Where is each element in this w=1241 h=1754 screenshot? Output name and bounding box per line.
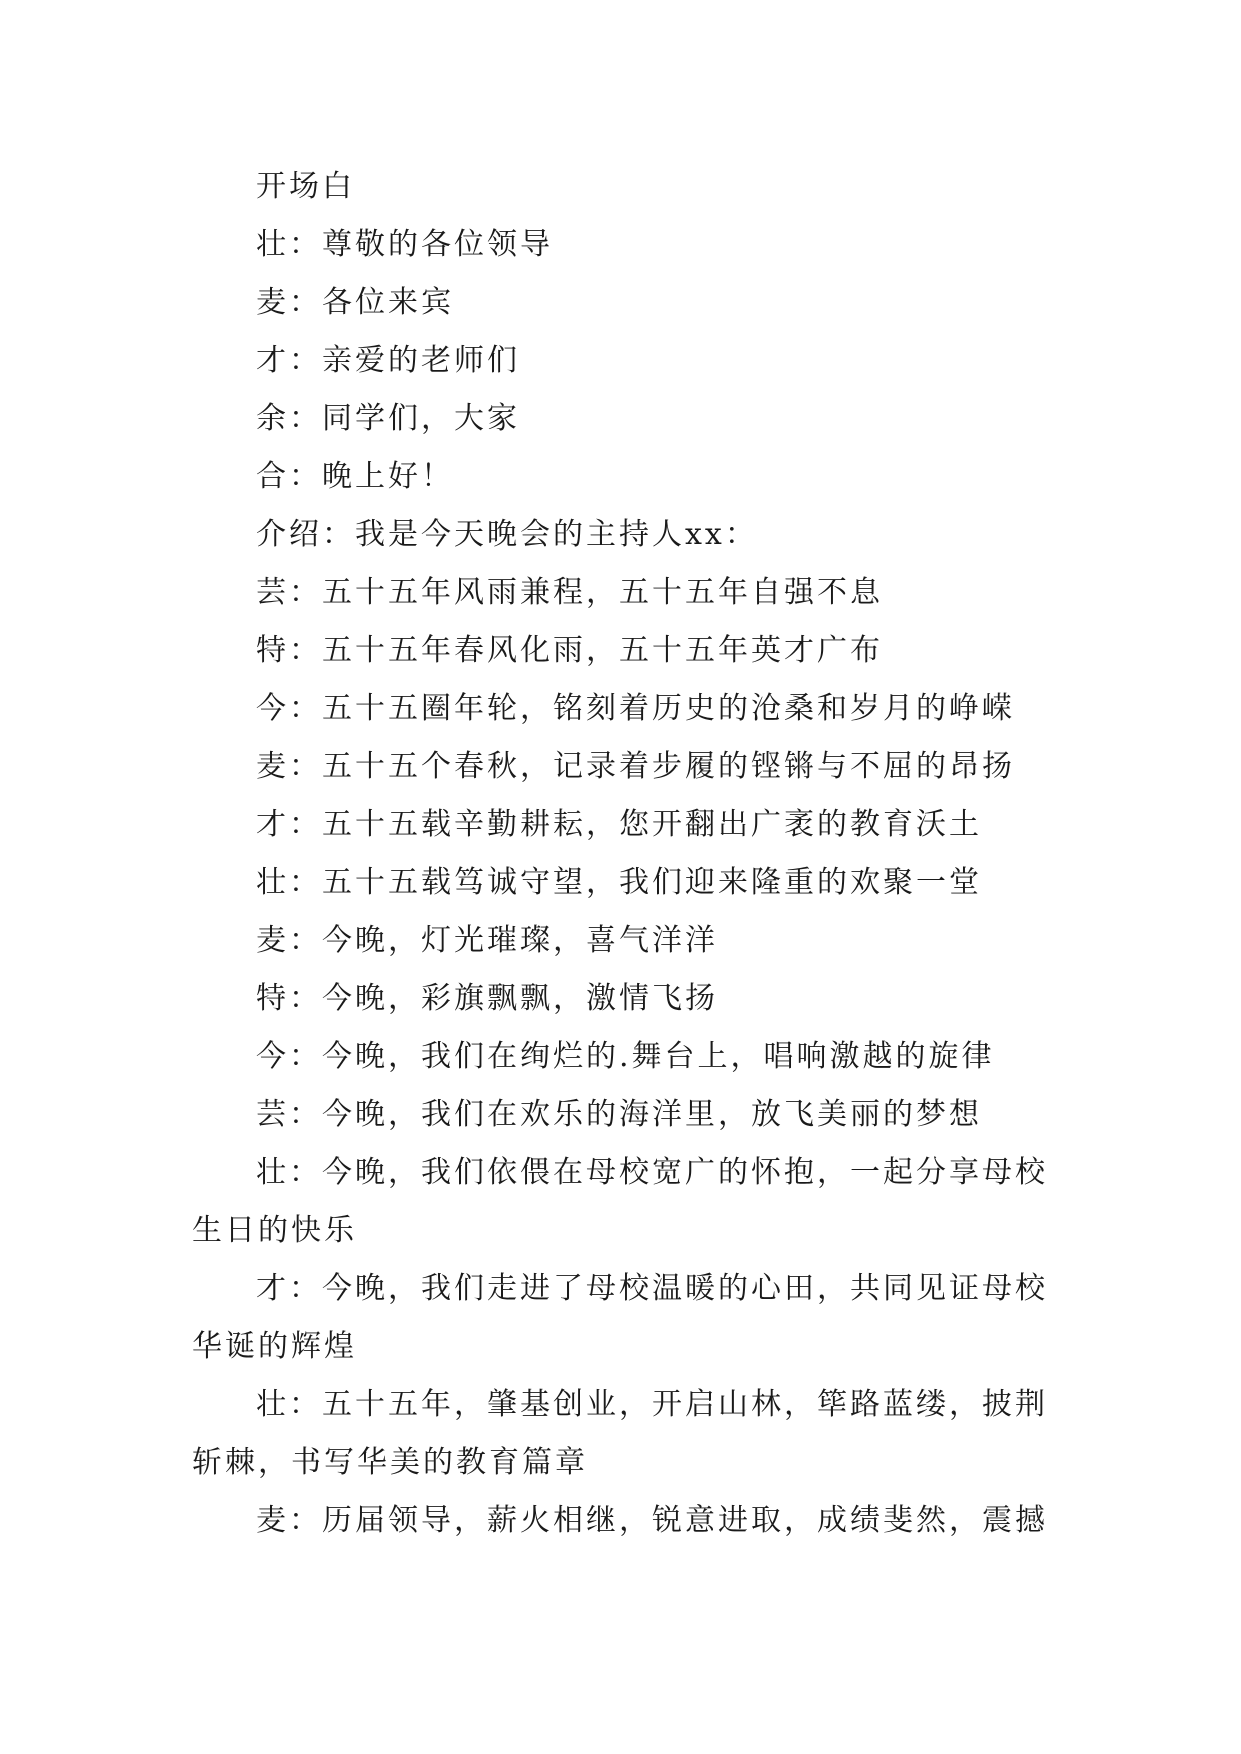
paragraph: 壮：五十五年，肇基创业，开启山林，筚路蓝缕，披荆斩棘，书写华美的教育篇章	[192, 1387, 1048, 1480]
paragraph: 余：同学们，大家	[256, 401, 520, 436]
paragraph: 特：今晚，彩旗飘飘，激情飞扬	[256, 981, 718, 1016]
paragraph: 特：五十五年春风化雨，五十五年英才广布	[256, 633, 883, 668]
paragraph: 麦：五十五个春秋，记录着步履的铿锵与不屈的昂扬	[256, 749, 1015, 784]
paragraph: 今：今晚，我们在绚烂的.舞台上，唱响激越的旋律	[256, 1039, 995, 1074]
paragraph: 芸：今晚，我们在欢乐的海洋里，放飞美丽的梦想	[256, 1097, 982, 1132]
paragraph: 今：五十五圈年轮，铭刻着历史的沧桑和岁月的峥嵘	[256, 691, 1015, 726]
paragraph: 才：亲爱的老师们	[256, 343, 520, 378]
paragraph-title: 开场白	[256, 169, 355, 204]
paragraph: 才：今晚，我们走进了母校温暖的心田，共同见证母校华诞的辉煌	[192, 1271, 1048, 1364]
paragraph: 合：晚上好！	[256, 459, 454, 494]
paragraph: 麦：今晚，灯光璀璨，喜气洋洋	[256, 923, 718, 958]
paragraph: 才：五十五载辛勤耕耘，您开翻出广袤的教育沃土	[256, 807, 982, 842]
paragraph: 介绍：我是今天晚会的主持人xx：	[256, 517, 758, 552]
paragraph: 壮：今晚，我们依偎在母校宽广的怀抱，一起分享母校生日的快乐	[192, 1155, 1048, 1248]
paragraph: 壮：尊敬的各位领导	[256, 227, 553, 262]
paragraph: 壮：五十五载笃诚守望，我们迎来隆重的欢聚一堂	[256, 865, 982, 900]
document-body	[192, 158, 1054, 1550]
paragraph: 麦：各位来宾	[256, 285, 454, 320]
paragraph: 芸：五十五年风雨兼程，五十五年自强不息	[256, 575, 883, 610]
paragraph: 麦：历届领导，薪火相继，锐意进取，成绩斐然，震撼	[256, 1503, 1048, 1538]
